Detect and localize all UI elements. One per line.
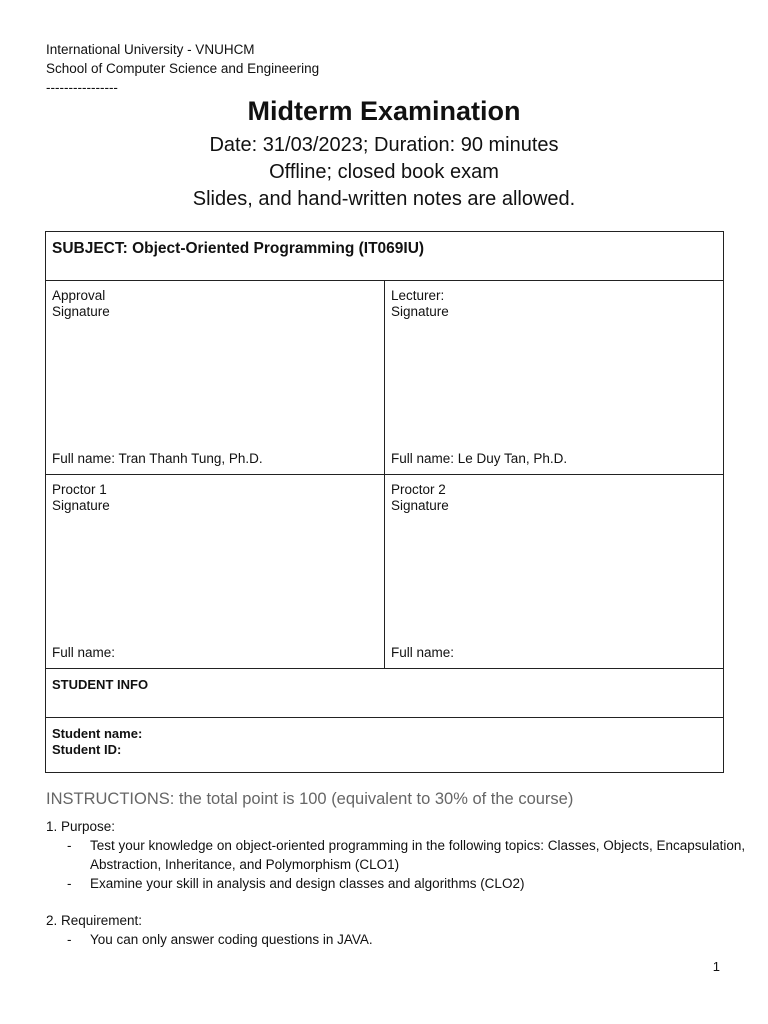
exam-date-duration: Date: 31/03/2023; Duration: 90 minutes bbox=[209, 134, 559, 156]
exam-materials-note: Slides, and hand-written notes are allowed. bbox=[192, 188, 576, 210]
purpose-section bbox=[46, 817, 768, 893]
exam-details bbox=[0, 132, 768, 213]
lecturer-signature-box bbox=[385, 281, 724, 475]
page-number: 1 bbox=[712, 959, 720, 974]
proctor1-full-name: Full name: bbox=[52, 645, 116, 660]
lecturer-label: Lecturer: bbox=[391, 288, 445, 303]
proctor2-full-name: Full name: bbox=[391, 645, 455, 660]
approval-signature-box bbox=[46, 281, 385, 475]
list-item-text: Examine your skill in analysis and design classes and algorithms (CLO2) bbox=[90, 876, 525, 891]
document-header bbox=[46, 40, 319, 97]
header-divider: ---------------- bbox=[46, 80, 118, 95]
requirement-list bbox=[46, 930, 373, 949]
list-item-text: You can only answer coding questions in JAVA. bbox=[90, 932, 373, 947]
list-item bbox=[46, 874, 768, 893]
purpose-title: 1. Purpose: bbox=[46, 819, 116, 834]
university-name: International University - VNUHCM bbox=[46, 42, 255, 57]
list-item bbox=[46, 836, 768, 874]
approval-label: Approval bbox=[52, 288, 106, 303]
student-details-box bbox=[46, 718, 724, 773]
school-name: School of Computer Science and Engineering bbox=[46, 61, 320, 76]
approval-full-name: Full name: Tran Thanh Tung, Ph.D. bbox=[52, 451, 263, 466]
bullet-dash: - bbox=[67, 838, 72, 853]
proctor2-label: Proctor 2 bbox=[391, 482, 446, 497]
proctor2-signature-box bbox=[385, 475, 724, 669]
proctor1-label: Proctor 1 bbox=[52, 482, 107, 497]
exam-title: Midterm Examination bbox=[247, 96, 521, 126]
student-name-label: Student name: bbox=[52, 726, 143, 741]
signature-label: Signature bbox=[52, 304, 110, 319]
lecturer-full-name: Full name: Le Duy Tan, Ph.D. bbox=[391, 451, 568, 466]
purpose-list bbox=[46, 836, 768, 893]
signature-label: Signature bbox=[391, 304, 449, 319]
exam-mode: Offline; closed book exam bbox=[269, 161, 499, 183]
requirement-title: 2. Requirement: bbox=[46, 913, 143, 928]
signature-label: Signature bbox=[391, 498, 449, 513]
student-info-heading: STUDENT INFO bbox=[46, 669, 724, 718]
list-item bbox=[46, 930, 373, 949]
bullet-dash: - bbox=[67, 932, 72, 947]
bullet-dash: - bbox=[67, 876, 72, 891]
instructions-heading: INSTRUCTIONS: the total point is 100 (equivalent to 30% of the course) bbox=[46, 790, 574, 808]
requirement-section bbox=[46, 911, 373, 949]
proctor1-signature-box bbox=[46, 475, 385, 669]
signature-label: Signature bbox=[52, 498, 110, 513]
student-id-label: Student ID: bbox=[52, 742, 122, 757]
subject-cell: SUBJECT: Object-Oriented Programming (IT069IU) bbox=[46, 232, 724, 281]
list-item-text: Test your knowledge on object-oriented programming in the following topics: Classes, Objects, Encapsulation, Abstraction, Inheritance, and Polymorphism (CLO1) bbox=[90, 838, 746, 872]
exam-cover-form bbox=[45, 231, 724, 773]
